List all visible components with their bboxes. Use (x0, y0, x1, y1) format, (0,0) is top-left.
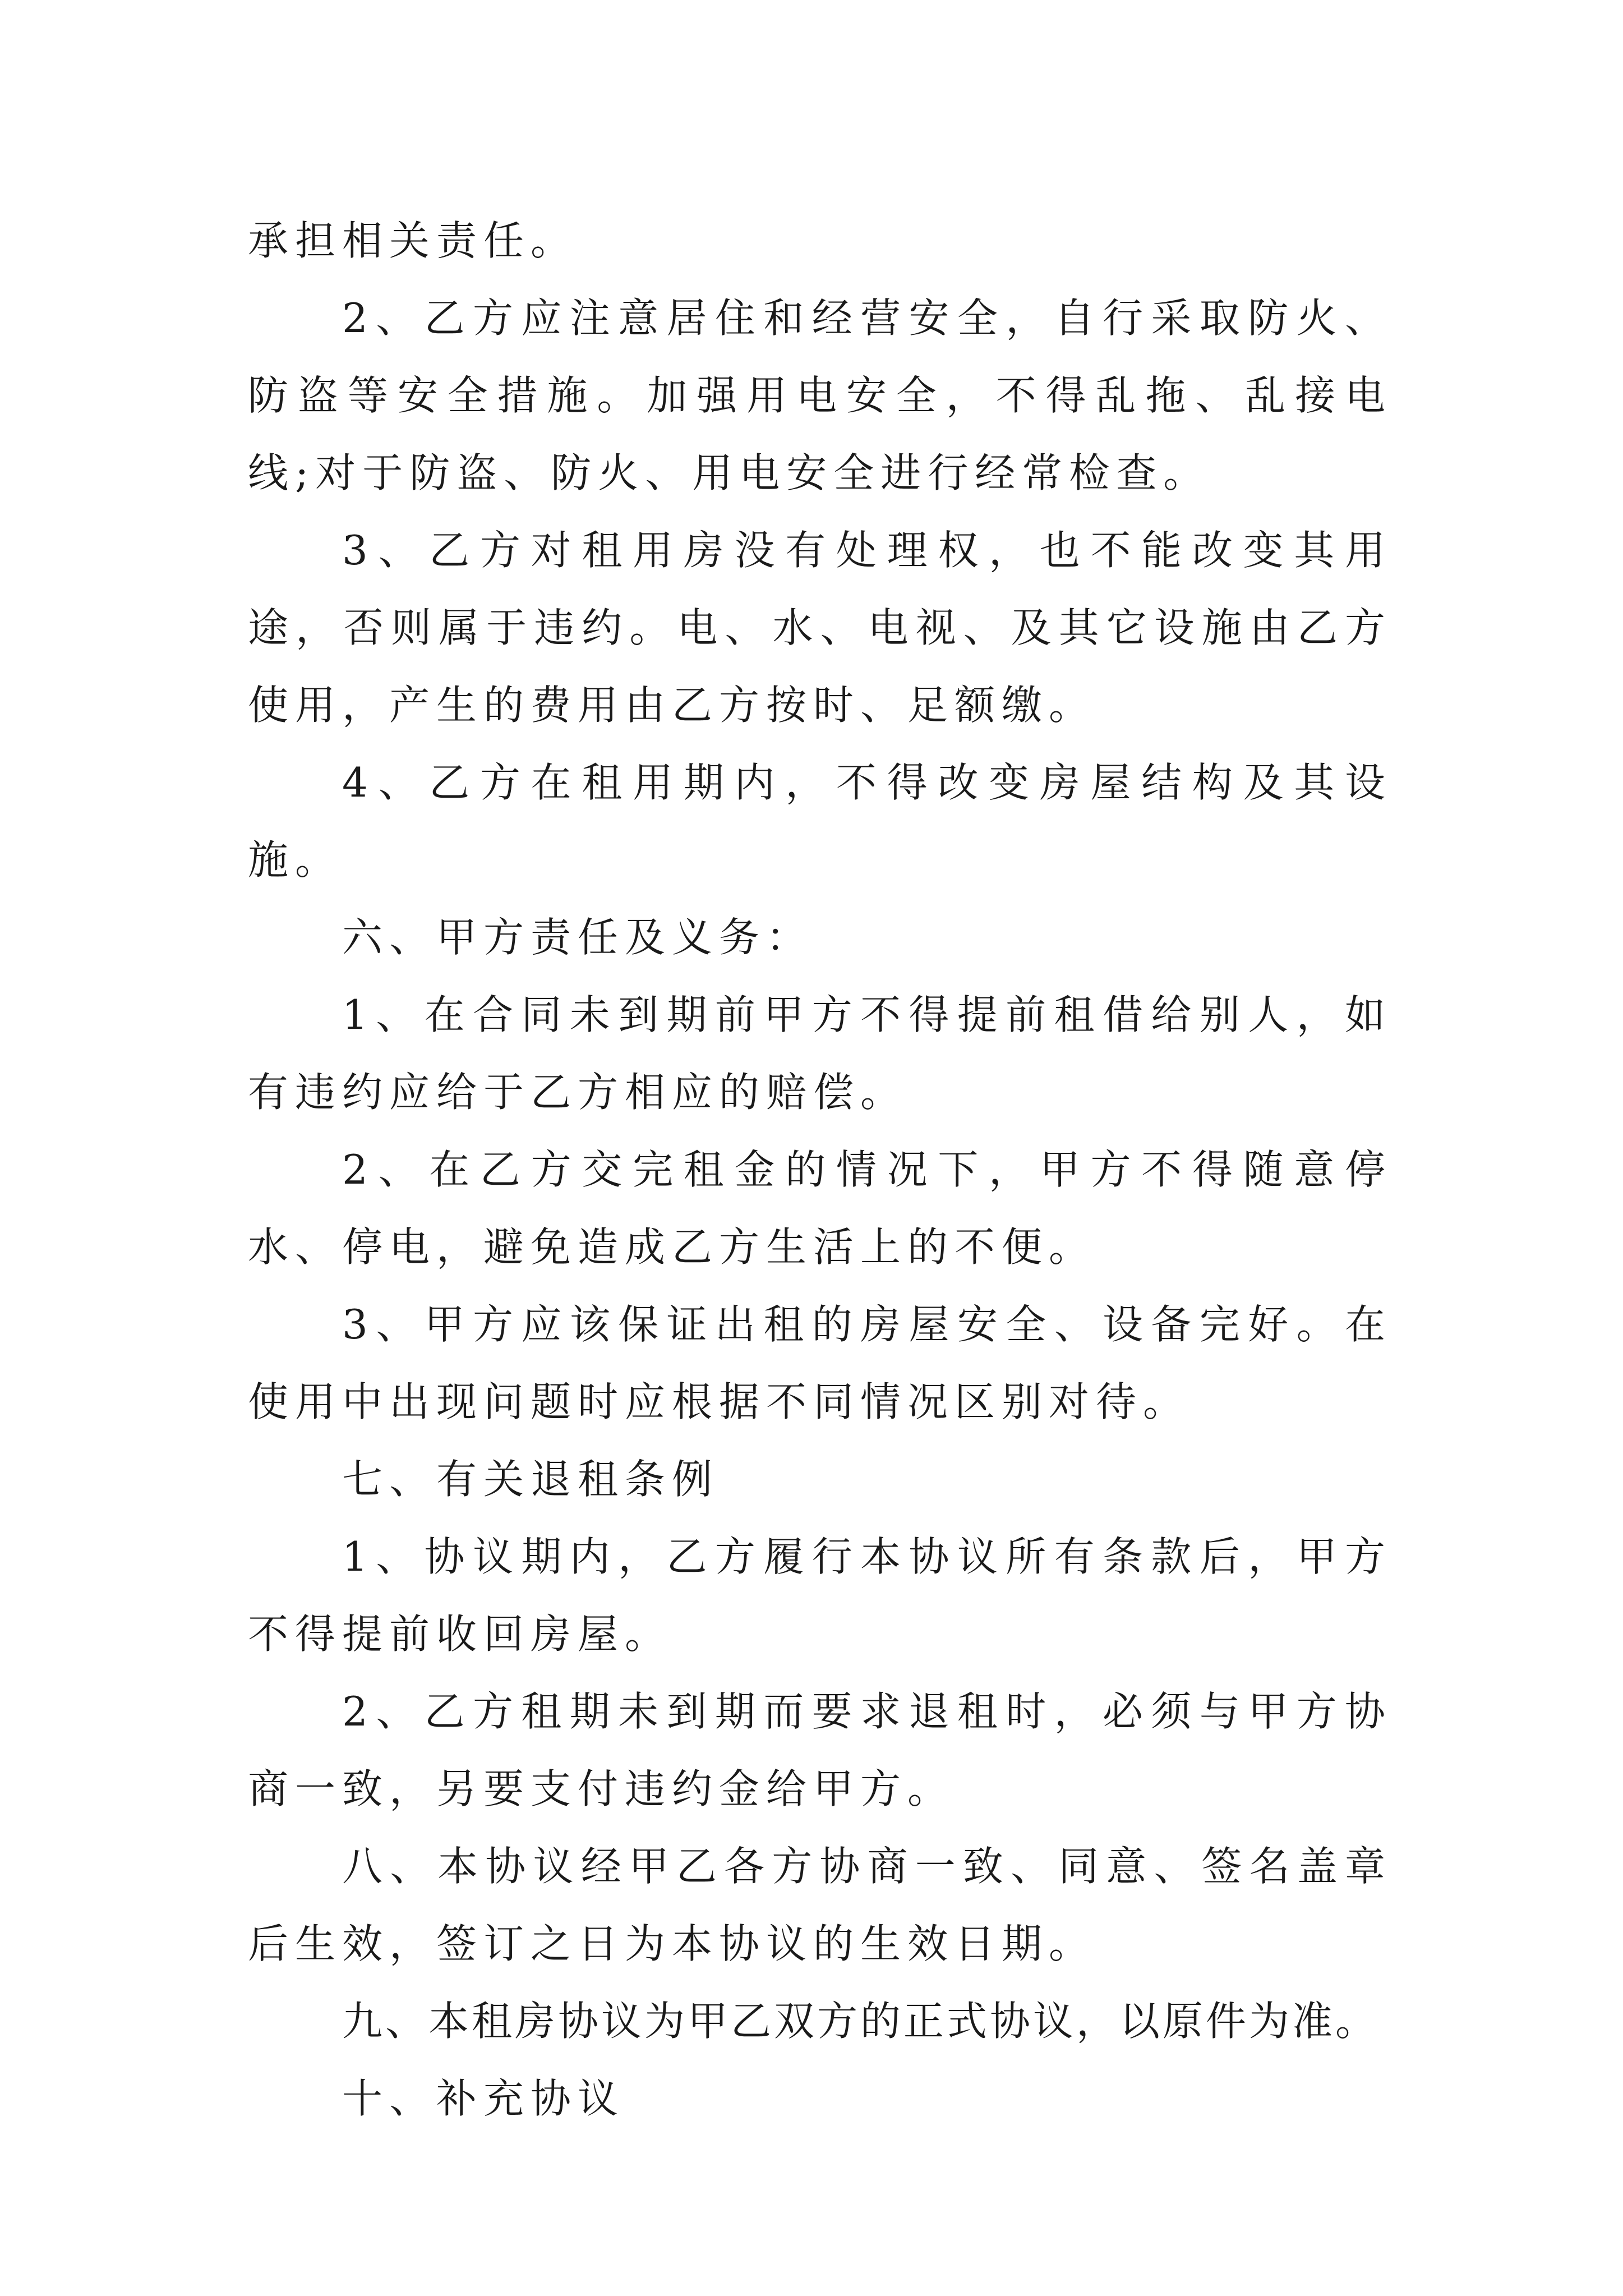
paragraph-5-3: 3、乙方对租用房没有处理权，也不能改变其用途，否则属于违约。电、水、电视、及其它设施由乙方使用，产生的费用由乙方按时、足额缴。 (248, 527, 1392, 729)
paragraph-5-4: 4、乙方在租用期内，不得改变房屋结构及其设施。 (248, 759, 1392, 884)
section-8: 八、本协议经甲乙各方协商一致、同意、签名盖章后生效，签订之日为本协议的生效日期。 (248, 1843, 1392, 1967)
paragraph-7-1: 1、协议期内，乙方履行本协议所有条款后，甲方不得提前收回房屋。 (248, 1533, 1392, 1658)
section-heading-10: 十、补充协议 (342, 2075, 625, 2122)
paragraph-continuation: 承担相关责任。 (248, 217, 578, 264)
paragraph-6-2: 2、在乙方交完租金的情况下，甲方不得随意停水、停电，避免造成乙方生活上的不便。 (248, 1146, 1392, 1271)
section-heading-6: 六、甲方责任及义务： (342, 914, 814, 961)
document-body (248, 202, 1392, 2137)
paragraph-6-1: 1、在合同未到期前甲方不得提前租借给别人，如有违约应给于乙方相应的赔偿。 (248, 991, 1392, 1116)
paragraph-7-2: 2、乙方租期未到期而要求退租时，必须与甲方协商一致，另要支付违约金给甲方。 (248, 1688, 1392, 1812)
section-heading-7: 七、有关退租条例 (342, 1456, 720, 1503)
paragraph-6-3: 3、甲方应该保证出租的房屋安全、设备完好。在使用中出现问题时应根据不同情况区别对待。 (248, 1301, 1392, 1425)
paragraph-5-2: 2、乙方应注意居住和经营安全，自行采取防火、防盗等安全措施。加强用电安全，不得乱拖、乱接电线;对于防盗、防火、用电安全进行经常检查。 (248, 295, 1392, 496)
section-9: 九、本租房协议为甲乙双方的正式协议，以原件为准。 (342, 1998, 1379, 2045)
